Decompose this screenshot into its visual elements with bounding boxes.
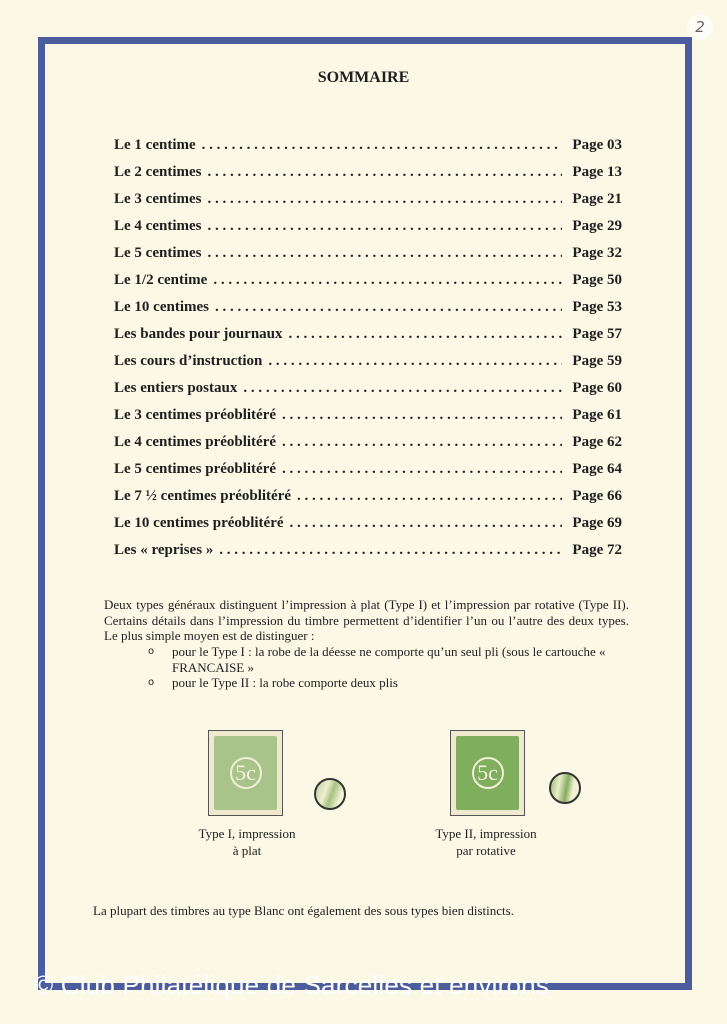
toc-row xyxy=(114,272,622,299)
toc-row xyxy=(114,353,622,380)
toc-label: Le 5 centimes xyxy=(114,245,202,261)
toc-label: Le 4 centimes préoblitéré xyxy=(114,434,277,450)
toc-page: Page 21 xyxy=(572,191,622,207)
toc-row xyxy=(114,245,622,272)
toc-leader-dots xyxy=(215,299,562,316)
toc-row xyxy=(114,542,622,569)
toc-row xyxy=(114,407,622,434)
stamp-value: 5c xyxy=(472,757,504,789)
toc-page: Page 62 xyxy=(572,434,622,450)
toc-row xyxy=(114,434,622,461)
toc-page: Page 50 xyxy=(572,272,622,288)
toc-row xyxy=(114,380,622,407)
caption-line: par rotative xyxy=(456,843,516,858)
stamp-type-1-image xyxy=(208,730,283,816)
toc-page: Page 64 xyxy=(572,461,622,477)
toc-label: Le 3 centimes xyxy=(114,191,202,207)
bullet-text: pour le Type I : la robe de la déesse ne comporte qu’un seul pli (sous le cartouche « FRANCAISE » xyxy=(172,644,606,675)
toc-row xyxy=(114,218,622,245)
toc-label: Le 2 centimes xyxy=(114,164,202,180)
toc-page: Page 59 xyxy=(572,353,622,369)
table-of-contents xyxy=(114,137,622,569)
toc-label: Les « reprises » xyxy=(114,542,214,558)
toc-page: Page 13 xyxy=(572,164,622,180)
caption-line: Type I, impression xyxy=(198,826,296,841)
bullet-list xyxy=(148,644,638,691)
toc-leader-dots xyxy=(297,488,562,505)
page-title: SOMMAIRE xyxy=(317,69,410,86)
stamp-design xyxy=(456,736,519,810)
bullet-text: pour le Type II : la robe comporte deux plis xyxy=(172,675,398,690)
toc-leader-dots xyxy=(202,137,563,154)
page-number: 2 xyxy=(687,14,713,40)
intro-paragraph: Deux types généraux distinguent l’impression à plat (Type I) et l’impression par rotative (Type II). Certains détails dans l’impression du timbre permettent d’identifier l’un ou l’autre des deux types. Le plus simple moyen est de distinguer : xyxy=(104,597,629,643)
toc-page: Page 57 xyxy=(572,326,622,342)
list-item xyxy=(148,644,638,675)
toc-leader-dots xyxy=(289,326,563,343)
stamp-type-2-image xyxy=(450,730,525,816)
stamp-type-1-caption xyxy=(167,825,327,859)
toc-leader-dots xyxy=(243,380,562,397)
toc-leader-dots xyxy=(207,245,562,262)
fold-detail-type-1-icon xyxy=(314,778,346,810)
toc-label: Le 3 centimes préoblitéré xyxy=(114,407,277,423)
bullet-icon: o xyxy=(148,646,155,657)
toc-label: Les cours d’instruction xyxy=(114,353,263,369)
toc-row xyxy=(114,488,622,515)
toc-leader-dots xyxy=(219,542,562,559)
toc-page: Page 32 xyxy=(572,245,622,261)
toc-row xyxy=(114,164,622,191)
caption-line: Type II, impression xyxy=(435,826,537,841)
toc-leader-dots xyxy=(207,191,562,208)
toc-label: Le 1 centime xyxy=(114,137,196,153)
toc-label: Le 10 centimes xyxy=(114,299,209,315)
toc-row xyxy=(114,461,622,488)
toc-row xyxy=(114,299,622,326)
toc-page: Page 66 xyxy=(572,488,622,504)
toc-page: Page 53 xyxy=(572,299,622,315)
toc-page: Page 61 xyxy=(572,407,622,423)
stamp-value: 5c xyxy=(230,757,262,789)
toc-row xyxy=(114,515,622,542)
toc-page: Page 69 xyxy=(572,515,622,531)
toc-label: Le 1/2 centime xyxy=(114,272,208,288)
toc-leader-dots xyxy=(282,461,562,478)
toc-row xyxy=(114,191,622,218)
stamp-type-2-caption xyxy=(406,825,566,859)
list-item xyxy=(148,675,638,691)
caption-line: à plat xyxy=(232,843,262,858)
bullet-icon: o xyxy=(148,677,155,688)
toc-label: Le 10 centimes préoblitéré xyxy=(114,515,284,531)
toc-leader-dots xyxy=(290,515,563,532)
footer-note: La plupart des timbres au type Blanc ont également des sous types bien distincts. xyxy=(93,903,514,918)
toc-leader-dots xyxy=(268,353,562,370)
toc-label: Le 7 ½ centimes préoblitéré xyxy=(114,488,292,504)
toc-page: Page 03 xyxy=(572,137,622,153)
toc-page: Page 72 xyxy=(572,542,622,558)
copyright-watermark: © Club Philatélique de Sarcelles et environs xyxy=(34,970,550,1000)
toc-row xyxy=(114,326,622,353)
toc-leader-dots xyxy=(207,218,562,235)
toc-label: Les entiers postaux xyxy=(114,380,238,396)
toc-leader-dots xyxy=(282,434,562,451)
toc-leader-dots xyxy=(207,164,562,181)
toc-leader-dots xyxy=(282,407,562,424)
toc-label: Le 4 centimes xyxy=(114,218,202,234)
toc-label: Le 5 centimes préoblitéré xyxy=(114,461,277,477)
fold-detail-type-2-icon xyxy=(549,772,581,804)
toc-row xyxy=(114,137,622,164)
toc-label: Les bandes pour journaux xyxy=(114,326,283,342)
toc-page: Page 60 xyxy=(572,380,622,396)
stamp-design xyxy=(214,736,277,810)
toc-page: Page 29 xyxy=(572,218,622,234)
toc-leader-dots xyxy=(213,272,562,289)
